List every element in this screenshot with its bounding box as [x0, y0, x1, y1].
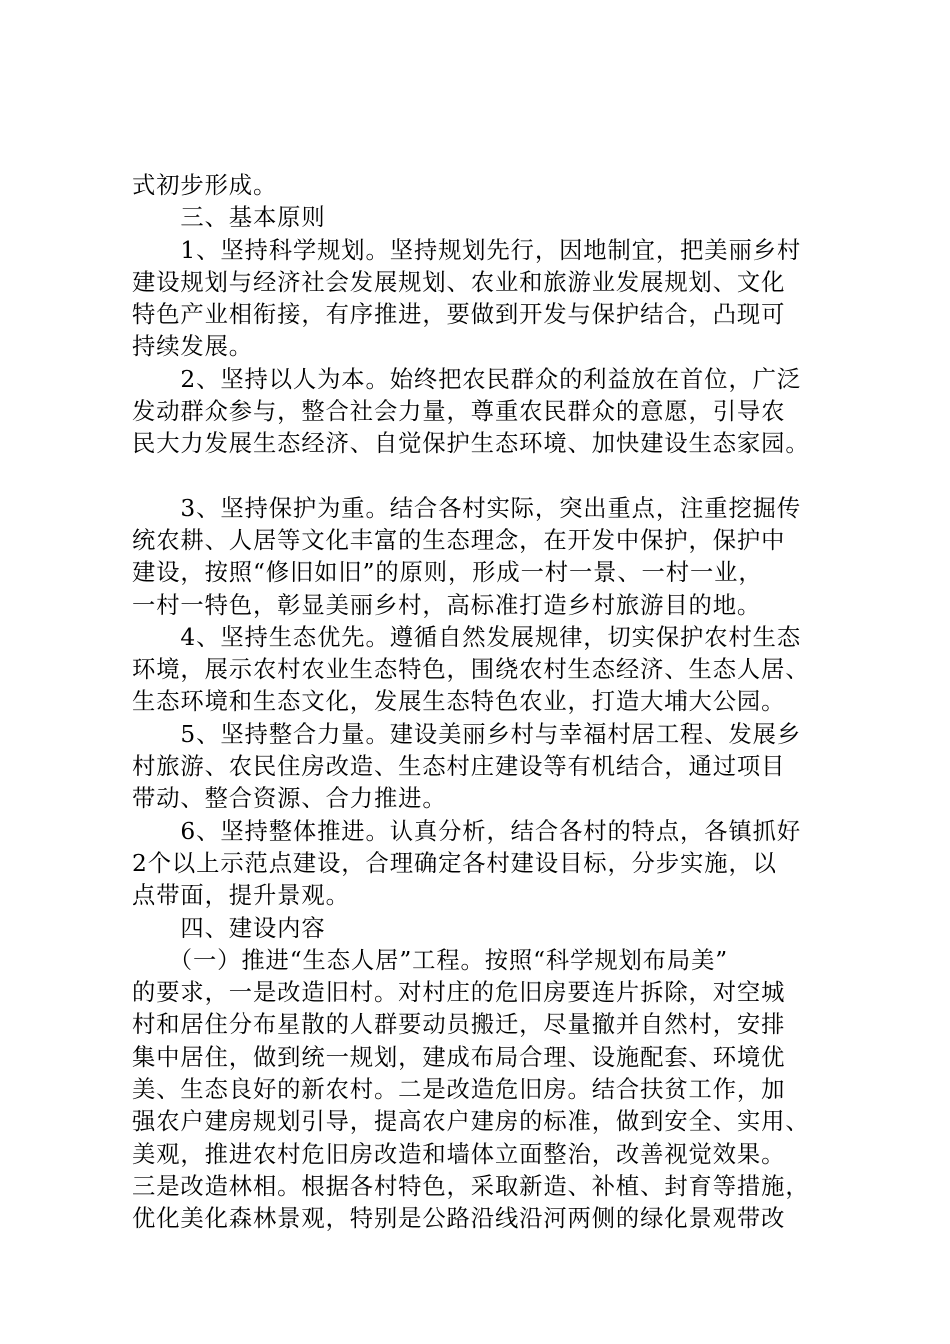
text-line: 村旅游、农民住房改造、生态村庄建设等有机结合，通过项目 [132, 753, 786, 781]
text-line: 2个以上示范点建设，合理确定各村建设目标，分步实施，以 [132, 849, 777, 877]
text-line: 2、坚持以人为本。始终把农民群众的利益放在首位，广泛 [132, 365, 802, 393]
text-line: 4、坚持生态优先。遵循自然发展规律，切实保护农村生态 [132, 623, 802, 651]
text-line: 发动群众参与，整合社会力量，尊重农民群众的意愿，引导农 [132, 398, 786, 426]
text-line: 建设，按照“修旧如旧”的原则，形成一村一景、一村一业， [132, 559, 763, 587]
text-line: 1、坚持科学规划。坚持规划先行，因地制宜，把美丽乡村 [132, 236, 802, 264]
text-line: 5、坚持整合力量。建设美丽乡村与幸福村居工程、发展乡 [132, 720, 802, 748]
text-line: 带动、整合资源、合力推进。 [132, 785, 447, 813]
text-line: 的要求，一是改造旧村。对村庄的危旧房要连片拆除，对空城 [132, 979, 786, 1007]
document-body [132, 170, 834, 1236]
text-line: 美、生态良好的新农村。二是改造危旧房。结合扶贫工作，加 [132, 1076, 786, 1104]
text-line: 美观，推进农村危旧房改造和墙体立面整治，改善视觉效果。 [132, 1140, 786, 1168]
text-line: 民大力发展生态经济、自觉保护生态环境、加快建设生态家园。 [132, 430, 810, 458]
text-line: 环境，展示农村农业生态特色，围绕农村生态经济、生态人居、 [132, 656, 810, 684]
text-line: 优化美化森林景观，特别是公路沿线沿河两侧的绿化景观带改 [132, 1205, 786, 1233]
section-heading: 三、基本原则 [132, 204, 326, 232]
section-heading: 四、建设内容 [132, 914, 326, 942]
text-line: 6、坚持整体推进。认真分析，结合各村的特点，各镇抓好 [132, 817, 802, 845]
text-line: 点带面，提升景观。 [132, 882, 350, 910]
text-line: 强农户建房规划引导，提高农户建房的标准，做到安全、实用、 [132, 1108, 810, 1136]
text-line: 生态环境和生态文化，发展生态特色农业，打造大埔大公园。 [132, 688, 786, 716]
text-line: 持续发展。 [132, 333, 253, 361]
text-line: （一）推进“生态人居”工程。按照“科学规划布局美” [132, 946, 729, 974]
text-line: 特色产业相衔接，有序推进，要做到开发与保护结合，凸现可 [132, 301, 786, 329]
text-line: 村和居住分布星散的人群要动员搬迁，尽量撤并自然村，安排 [132, 1011, 786, 1039]
text-line: 三是改造林相。根据各村特色，采取新造、补植、封育等措施， [132, 1172, 810, 1200]
text-line: 统农耕、人居等文化丰富的生态理念，在开发中保护，保护中 [132, 526, 786, 554]
paragraph-gap [132, 461, 834, 493]
text-line: 集中居住，做到统一规划，建成布局合理、设施配套、环境优 [132, 1043, 786, 1071]
text-line: 建设规划与经济社会发展规划、农业和旅游业发展规划、文化 [132, 268, 786, 296]
text-line: 式初步形成。 [132, 172, 278, 199]
text-line: 3、坚持保护为重。结合各村实际，突出重点，注重挖掘传 [132, 494, 802, 522]
text-line: 一村一特色，彰显美丽乡村，高标准打造乡村旅游目的地。 [132, 591, 762, 619]
